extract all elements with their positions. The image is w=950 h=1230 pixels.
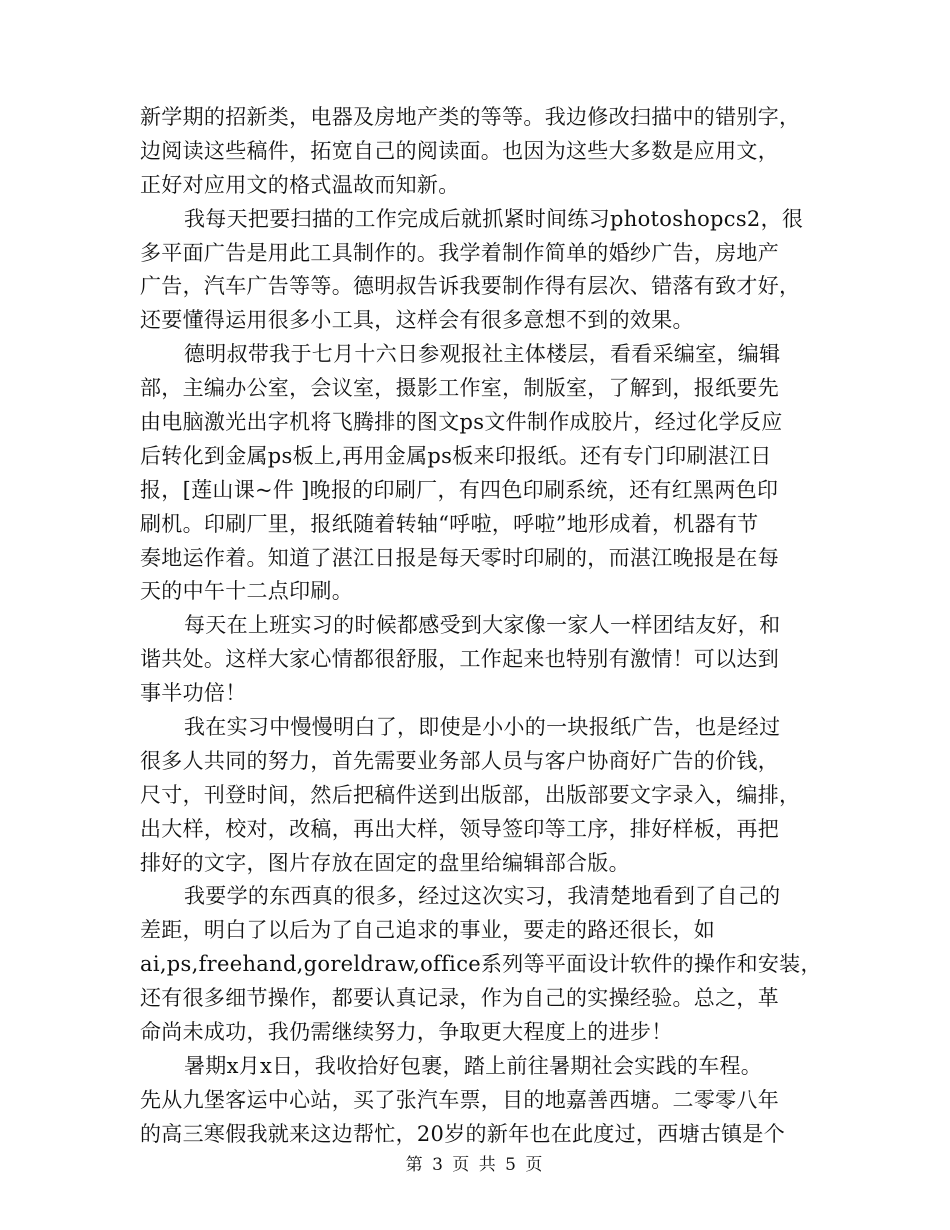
text-line: 很多人共同的努力，首先需要业务部人员与客户协商好广告的价钱，	[140, 748, 779, 773]
text-line: 部，主编办公室，会议室，摄影工作室，制版室，了解到，报纸要先	[140, 376, 779, 401]
text-line: 的高三寒假我就来这边帮忙，20岁的新年也在此度过，西塘古镇是个	[140, 1121, 786, 1146]
text-line: 我每天把要扫描的工作完成后就抓紧时间练习photoshopcs2，很	[184, 206, 804, 231]
text-line: 事半功倍！	[140, 681, 247, 706]
text-line: 差距，明白了以后为了自己追求的事业，要走的路还很长，如	[140, 918, 716, 943]
text-line: 谐共处。这样大家心情都很舒服，工作起来也特别有激情！可以达到	[140, 647, 779, 672]
text-line: 新学期的招新类，电器及房地产类的等等。我边修改扫描中的错别字，	[140, 105, 801, 129]
text-line: 暑期x月x日，我收拾好包裹，踏上前往暑期社会实践的车程。	[184, 1053, 763, 1078]
text-line: 还有很多细节操作，都要认真记录，作为自己的实操经验。总之，革	[140, 986, 779, 1011]
text-line: 正好对应用文的格式温故而知新。	[140, 172, 460, 197]
text-line: 边阅读这些稿件，拓宽自己的阅读面。也因为这些大多数是应用文，	[140, 138, 779, 163]
text-line: 多平面广告是用此工具制作的。我学着制作简单的婚纱广告，房地产	[140, 240, 779, 265]
text-line: 德明叔带我于七月十六日参观报社主体楼层，看看采编室，编辑	[184, 342, 781, 367]
text-line: 我要学的东西真的很多，经过这次实习，我清楚地看到了自己的	[184, 884, 781, 909]
text-line: 我在实习中慢慢明白了，即使是小小的一块报纸广告，也是经过	[184, 715, 781, 740]
text-line: 奏地运作着。知道了湛江日报是每天零时印刷的，而湛江晚报是在每	[140, 545, 779, 570]
text-line: 刷机。印刷厂里，报纸随着转轴“呼啦，呼啦”地形成着，机器有节	[140, 511, 759, 536]
text-line: 出大样，校对，改稿，再出大样，领导签印等工序，排好样板，再把	[140, 816, 779, 841]
text-line: 广告，汽车广告等等。德明叔告诉我要制作得有层次、错落有致才好，	[140, 274, 801, 299]
text-line: 命尚未成功，我仍需继续努力，争取更大程度上的进步！	[140, 1020, 673, 1045]
text-line: 还要懂得运用很多小工具，这样会有很多意想不到的效果。	[140, 308, 694, 333]
text-line: 每天在上班实习的时候都感受到大家像一家人一样团结友好，和	[184, 613, 781, 638]
text-line: 先从九堡客运中心站，买了张汽车票，目的地嘉善西塘。二零零八年	[140, 1087, 779, 1112]
document-body	[140, 101, 820, 1152]
text-line: 报，[莲山课~件 ]晚报的印刷厂，有四色印刷系统，还有红黑两色印	[140, 477, 779, 502]
text-line: 后转化到金属ps板上,再用金属ps板来印报纸。还有专门印刷湛江日	[140, 443, 772, 468]
text-line: 尺寸，刊登时间，然后把稿件送到出版部，出版部要文字录入，编排，	[140, 782, 801, 807]
text-line: ai,ps,freehand,goreldraw,office系列等平面设计软件的操作和安装，	[140, 952, 822, 977]
text-line: 由电脑激光出字机将飞腾排的图文ps文件制作成胶片，经过化学反应	[140, 410, 783, 435]
page-number-label: 第 3 页 共 5 页	[405, 1155, 545, 1175]
text-line: 排好的文字，图片存放在固定的盘里给编辑部合版。	[140, 850, 630, 875]
page-footer	[0, 1150, 950, 1175]
text-line: 天的中午十二点印刷。	[140, 579, 353, 604]
